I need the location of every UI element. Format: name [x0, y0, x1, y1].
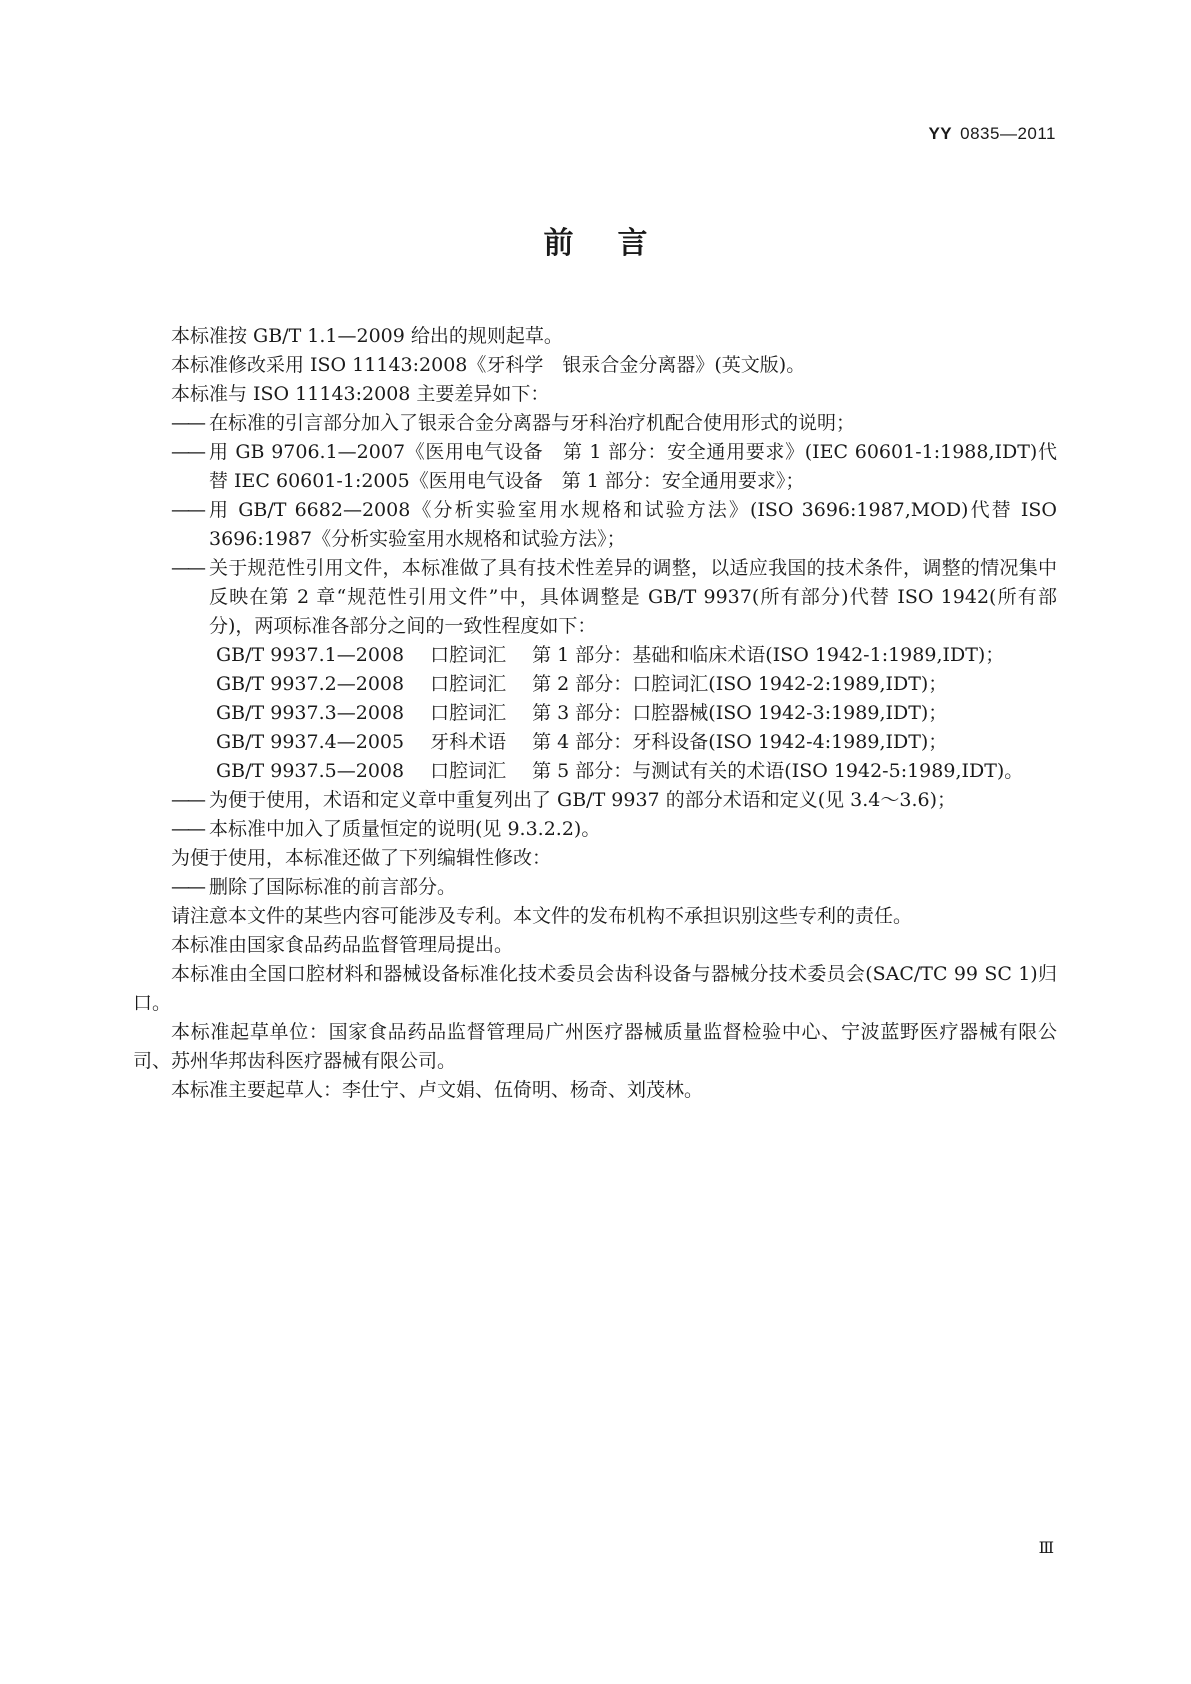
- page-title: 前言: [543, 226, 692, 261]
- list-item-text: 用 GB 9706.1—2007《医用电气设备 第 1 部分：安全通用要求》(IEC 60601-1:1988,IDT)代替 IEC 60601-1:2005《医用电气设备 第 1 部分：安全通用要求》；: [209, 441, 1057, 492]
- standard-ref: GB/T 9937.3—2008: [216, 702, 405, 724]
- paragraph: 为便于使用，本标准还做了下列编辑性修改：: [171, 847, 552, 869]
- list-item-text: 关于规范性引用文件，本标准做了具有技术性差异的调整，以适应我国的技术条件，调整的情况集中反映在第 2 章“规范性引用文件”中，具体调整是 GB/T 9937(所有部分)代替 ISO 1942(所有部分)，两项标准各部分之间的一致性程度如下：: [209, 557, 1057, 637]
- standard-ref-part: 第 2 部分：口腔词汇(ISO 1942-2:1989,IDT)；: [532, 673, 948, 695]
- standard-ref-name: 口腔词汇: [430, 673, 507, 695]
- list-item: [133, 815, 1057, 844]
- paragraph: 本标准由国家食品药品监督管理局提出。: [171, 934, 514, 956]
- dash-mark: ——: [171, 557, 203, 579]
- dash-mark: ——: [171, 876, 203, 898]
- standard-prefix: YY: [928, 124, 953, 143]
- list-item: [133, 496, 1057, 554]
- list-item: [133, 873, 1057, 902]
- standard-code: [928, 124, 1056, 144]
- dash-mark: ——: [171, 441, 203, 463]
- standard-ref-part: 第 3 部分：口腔器械(ISO 1942-3:1989,IDT)；: [532, 702, 948, 724]
- list-item-text: 本标准中加入了质量恒定的说明(见 9.3.2.2)。: [209, 818, 601, 840]
- list-item-text: 删除了国际标准的前言部分。: [209, 876, 457, 898]
- paragraph: 本标准主要起草人：李仕宁、卢文娟、伍倚明、杨奇、刘茂林。: [171, 1079, 704, 1101]
- standard-ref-name: 口腔词汇: [430, 702, 507, 724]
- standard-ref-name: 牙科术语: [430, 731, 507, 753]
- standard-ref-part: 第 4 部分：牙科设备(ISO 1942-4:1989,IDT)；: [532, 731, 948, 753]
- list-item-text: 用 GB/T 6682—2008《分析实验室用水规格和试验方法》(ISO 3696:1987,MOD)代替 ISO 3696:1987《分析实验室用水规格和试验方法》；: [209, 499, 1057, 550]
- list-item: [133, 786, 1057, 815]
- dash-mark: ——: [171, 789, 203, 811]
- standard-ref-name: 口腔词汇: [430, 644, 507, 666]
- paragraph: 本标准起草单位：国家食品药品监督管理局广州医疗器械质量监督检验中心、宁波蓝野医疗器械有限公司、苏州华邦齿科医疗器械有限公司。: [133, 1021, 1057, 1072]
- list-item: [133, 438, 1057, 496]
- standard-ref-part: 第 1 部分：基础和临床术语(ISO 1942-1:1989,IDT)；: [532, 644, 1005, 666]
- standard-ref: GB/T 9937.5—2008: [216, 760, 405, 782]
- correspondence-row: [133, 728, 1057, 757]
- standard-ref: GB/T 9937.2—2008: [216, 673, 405, 695]
- correspondence-row: [133, 699, 1057, 728]
- foreword-body: [133, 322, 1057, 1105]
- dash-mark: ——: [171, 412, 203, 434]
- standard-ref-name: 口腔词汇: [430, 760, 507, 782]
- list-item-text: 为便于使用，术语和定义章中重复列出了 GB/T 9937 的部分术语和定义(见 3.4～3.6)；: [209, 789, 956, 811]
- correspondence-row: [133, 641, 1057, 670]
- correspondence-row: [133, 757, 1057, 786]
- standard-ref: GB/T 9937.4—2005: [216, 731, 405, 753]
- dash-mark: ——: [171, 818, 203, 840]
- list-item: [133, 554, 1057, 641]
- dash-mark: ——: [171, 499, 203, 521]
- list-item: [133, 409, 1057, 438]
- paragraph: 本标准由全国口腔材料和器械设备标准化技术委员会齿科设备与器械分技术委员会(SAC/TC 99 SC 1)归口。: [133, 963, 1057, 1014]
- paragraph: 请注意本文件的某些内容可能涉及专利。本文件的发布机构不承担识别这些专利的责任。: [171, 905, 913, 927]
- correspondence-row: [133, 670, 1057, 699]
- standard-ref-part: 第 5 部分：与测试有关的术语(ISO 1942-5:1989,IDT)。: [532, 760, 1024, 782]
- page-number: Ⅲ: [1038, 1538, 1054, 1557]
- paragraph: 本标准修改采用 ISO 11143:2008《牙科学 银汞合金分离器》(英文版)。: [171, 354, 806, 376]
- paragraph: 本标准与 ISO 11143:2008 主要差异如下：: [171, 383, 550, 405]
- list-item-text: 在标准的引言部分加入了银汞合金分离器与牙科治疗机配合使用形式的说明；: [209, 412, 856, 434]
- paragraph: 本标准按 GB/T 1.1—2009 给出的规则起草。: [171, 325, 563, 347]
- standard-ref: GB/T 9937.1—2008: [216, 644, 405, 666]
- standard-number: 0835—2011: [960, 124, 1056, 143]
